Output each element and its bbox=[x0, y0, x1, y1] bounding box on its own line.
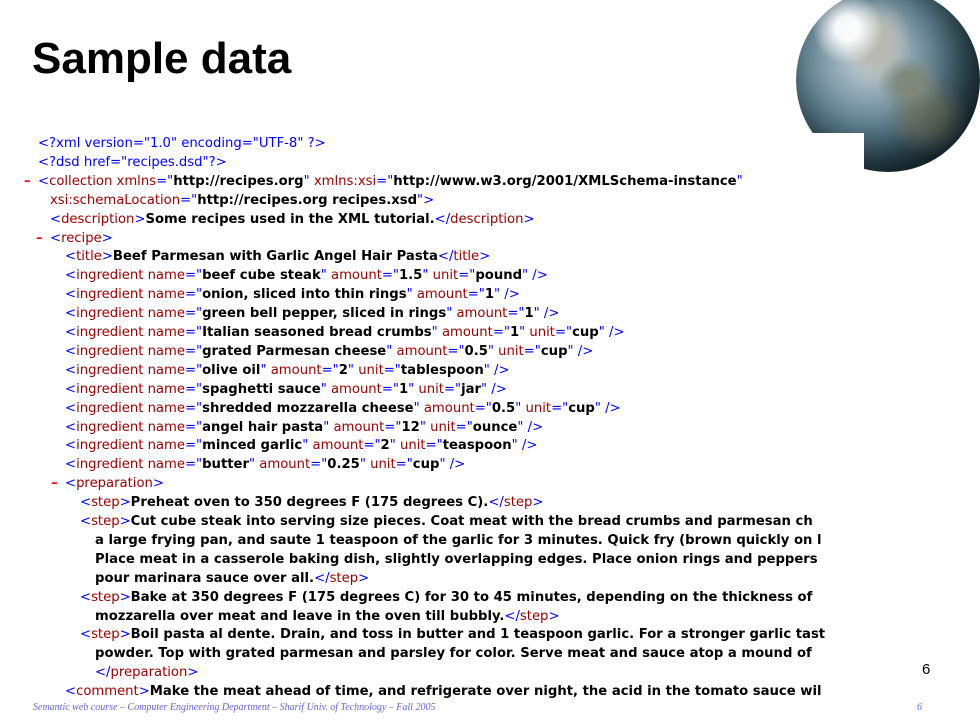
xml-line bbox=[38, 172, 743, 191]
xml-token: preparation bbox=[76, 476, 153, 492]
xml-token: Make the meat ahead of time, and refrigerate over night, the acid in the tomato sauce wil bbox=[149, 684, 822, 700]
xml-token: step bbox=[503, 495, 533, 511]
xml-token: </ bbox=[488, 495, 504, 511]
xml-token: name bbox=[147, 343, 185, 359]
xml-token: =" bbox=[184, 306, 203, 322]
xml-line bbox=[80, 493, 543, 512]
xml-token: " bbox=[422, 268, 433, 284]
xml-token: unit bbox=[525, 400, 552, 416]
xml-token: " /> bbox=[522, 268, 548, 284]
xml-token: " bbox=[408, 381, 419, 397]
xml-line bbox=[50, 210, 535, 229]
xml-token: < bbox=[65, 476, 77, 492]
xml-line bbox=[65, 361, 510, 380]
xml-token: =" bbox=[447, 343, 465, 359]
xml-token: beef cube steak bbox=[202, 268, 321, 284]
xml-token: " bbox=[359, 457, 371, 473]
xml-token: 1 bbox=[509, 325, 520, 340]
xml-token: unit bbox=[400, 438, 426, 454]
xml-token: amount bbox=[456, 306, 508, 322]
xml-token: Preheat oven to 350 degrees F (175 degrees C). bbox=[130, 495, 489, 511]
xml-line bbox=[65, 342, 593, 361]
xml-token: green bell pepper, sliced in rings bbox=[202, 306, 447, 322]
xml-token: =" bbox=[381, 381, 399, 397]
xml-token: =" bbox=[383, 362, 401, 378]
xml-token: Place meat in a casserole baking dish, slightly overlapping edges. Place onion rings and peppers bbox=[95, 551, 818, 567]
xml-token: =" bbox=[184, 343, 203, 359]
xml-token: unit bbox=[498, 343, 524, 359]
xml-token: =" bbox=[184, 381, 203, 397]
xml-token: 2 bbox=[380, 438, 390, 454]
xml-token: http://recipes.org recipes.xsd bbox=[197, 192, 418, 208]
xml-token: " /> bbox=[494, 287, 520, 303]
xml-token: < bbox=[65, 249, 77, 265]
xml-token: cup bbox=[572, 325, 599, 340]
xml-token: spaghetti sauce bbox=[202, 381, 321, 397]
xml-token: =" bbox=[180, 192, 198, 208]
xml-token: Beef Parmesan with Garlic Angel Hair Pasta bbox=[112, 249, 438, 265]
xml-token: amount bbox=[330, 268, 382, 284]
xml-token: ingredient bbox=[76, 381, 148, 397]
xml-token: > bbox=[523, 211, 535, 227]
xml-line bbox=[95, 607, 560, 626]
xml-token: amount bbox=[441, 325, 493, 340]
xml-token: recipe bbox=[61, 230, 102, 246]
xml-token: amount bbox=[259, 457, 311, 473]
xml-token: < bbox=[65, 287, 77, 303]
xml-token: amount bbox=[396, 343, 448, 359]
xml-line bbox=[38, 134, 326, 153]
xml-token: ingredient bbox=[76, 419, 148, 435]
xml-token: pound bbox=[475, 268, 523, 284]
xml-token: > bbox=[548, 608, 560, 624]
xml-token: xsi:schemaLocation bbox=[50, 192, 181, 208]
xml-token: name bbox=[147, 362, 185, 378]
xml-token: < bbox=[65, 419, 77, 435]
xml-token: angel hair pasta bbox=[202, 419, 324, 435]
xml-token: olive oil bbox=[202, 362, 261, 378]
xml-document bbox=[24, 133, 864, 700]
xml-token: amount bbox=[333, 419, 385, 435]
xml-token: < bbox=[80, 589, 92, 605]
xml-token: http://recipes.org bbox=[173, 173, 304, 189]
xml-token: "> bbox=[417, 192, 435, 208]
xml-token: < bbox=[38, 173, 50, 189]
xml-token: =" bbox=[184, 362, 203, 378]
xml-token: ingredient bbox=[76, 400, 148, 416]
xml-token: minced garlic bbox=[202, 438, 303, 454]
xml-token: < bbox=[50, 211, 62, 227]
xml-token: " bbox=[519, 325, 530, 340]
xml-token: unit bbox=[430, 419, 456, 435]
xml-token: grated Parmesan cheese bbox=[202, 343, 387, 359]
xml-token: amount bbox=[330, 381, 382, 397]
xml-token: < bbox=[65, 325, 77, 340]
collapse-toggle-icon[interactable]: – bbox=[36, 230, 43, 246]
xml-token: =" bbox=[551, 400, 569, 416]
xml-token: unit bbox=[529, 325, 555, 340]
xml-token: =" bbox=[184, 400, 203, 416]
xml-token: step bbox=[329, 570, 359, 586]
xml-token: teaspoon bbox=[442, 438, 512, 454]
xml-token: 0.25 bbox=[327, 457, 360, 473]
xml-line bbox=[95, 531, 822, 550]
xml-token: amount bbox=[423, 400, 475, 416]
xml-token: amount bbox=[416, 287, 468, 303]
xml-token: < bbox=[65, 684, 77, 700]
xml-token: step bbox=[91, 589, 120, 605]
xml-token: Cut cube steak into serving size pieces. Coat meat with the bread crumbs and parmesan ch bbox=[130, 514, 813, 529]
xml-token: =" bbox=[395, 457, 413, 473]
xml-token: =" bbox=[321, 362, 339, 378]
xml-line bbox=[50, 191, 434, 210]
xml-token: collection bbox=[49, 173, 117, 189]
xml-token: < bbox=[65, 381, 77, 397]
xml-token: =" bbox=[184, 268, 203, 284]
xml-token: step bbox=[91, 495, 120, 511]
xml-token: =" bbox=[474, 400, 492, 416]
xml-token: > bbox=[119, 495, 131, 511]
xml-line bbox=[80, 625, 825, 644]
xml-line bbox=[65, 247, 490, 266]
xml-line bbox=[65, 304, 559, 323]
xml-token: " bbox=[515, 400, 526, 416]
xml-token: </ bbox=[434, 211, 451, 227]
xml-line bbox=[65, 323, 625, 342]
xml-token: butter bbox=[202, 457, 249, 473]
xml-token: 1 bbox=[524, 306, 534, 322]
xml-token: " bbox=[389, 438, 400, 454]
xml-token: =" bbox=[184, 438, 203, 454]
xml-token: pour marinara sauce over all. bbox=[95, 570, 315, 586]
xml-line bbox=[95, 550, 818, 569]
xml-line bbox=[65, 285, 520, 304]
xml-token: ingredient bbox=[76, 287, 148, 303]
xml-token: step bbox=[519, 608, 549, 624]
xml-token: =" bbox=[310, 457, 328, 473]
xml-token: </ bbox=[95, 665, 111, 681]
xml-token: cup bbox=[540, 343, 568, 359]
xml-line bbox=[65, 418, 543, 437]
xml-token: =" bbox=[467, 287, 485, 303]
xml-token: ingredient bbox=[76, 457, 148, 473]
xml-token: " /> bbox=[483, 362, 510, 378]
xml-token: 1 bbox=[484, 287, 495, 303]
xml-token: =" bbox=[184, 457, 203, 473]
xml-token: ingredient bbox=[76, 325, 148, 340]
xml-token: ingredient bbox=[76, 343, 148, 359]
xml-token: " /> bbox=[439, 457, 466, 473]
xml-token: " /> bbox=[481, 381, 507, 397]
xml-token: name bbox=[147, 268, 185, 284]
xml-token: > bbox=[119, 514, 131, 529]
xml-token: name bbox=[147, 325, 185, 340]
xml-token: < bbox=[65, 343, 77, 359]
xml-token: " /> bbox=[567, 343, 594, 359]
xml-token: </ bbox=[504, 608, 520, 624]
xml-token: " bbox=[302, 438, 313, 454]
xml-token: 1 bbox=[398, 381, 409, 397]
xml-token: 0.5 bbox=[464, 343, 488, 359]
xml-token: < bbox=[65, 268, 77, 284]
xml-token: =" bbox=[492, 325, 510, 340]
xml-line bbox=[65, 436, 537, 455]
xml-token: name bbox=[147, 457, 185, 473]
slide-title: Sample data bbox=[32, 34, 292, 83]
xml-token: =" bbox=[381, 268, 399, 284]
xml-token: step bbox=[91, 514, 120, 529]
xml-token: amount bbox=[270, 362, 322, 378]
xml-token: preparation bbox=[110, 665, 188, 681]
xml-token: amount bbox=[312, 438, 364, 454]
xml-line bbox=[50, 229, 113, 248]
xml-line bbox=[65, 455, 465, 474]
xml-line bbox=[65, 474, 164, 493]
xml-token: 0.5 bbox=[491, 400, 516, 416]
xml-token: description bbox=[61, 211, 135, 227]
xml-token: > bbox=[479, 249, 491, 265]
collapse-toggle-icon[interactable]: – bbox=[51, 476, 58, 492]
xml-token: " bbox=[413, 400, 424, 416]
xml-token: unit bbox=[370, 457, 396, 473]
xml-line bbox=[65, 399, 621, 418]
xml-token: Some recipes used in the XML tutorial. bbox=[145, 211, 435, 227]
xml-token: " /> bbox=[517, 419, 544, 435]
xml-token: =" bbox=[443, 381, 462, 397]
collapse-toggle-icon[interactable]: – bbox=[24, 173, 31, 189]
xml-token: =" bbox=[554, 325, 573, 340]
xml-token: mozzarella over meat and leave in the oven till bubbly. bbox=[95, 608, 505, 624]
xml-token: =" bbox=[184, 287, 203, 303]
xml-token: < bbox=[50, 230, 62, 246]
footer-text: Semantic web course – Computer Engineering Department – Sharif Univ. of Technology – Fall 2005 bbox=[33, 702, 436, 713]
xml-token: < bbox=[65, 400, 77, 416]
xml-token: =" bbox=[507, 306, 525, 322]
xml-token: =" bbox=[455, 419, 473, 435]
xml-token: tablespoon bbox=[400, 362, 484, 378]
xml-token: name bbox=[147, 287, 185, 303]
xml-token: ingredient bbox=[76, 268, 148, 284]
xml-token: > bbox=[101, 230, 113, 246]
xml-token: > bbox=[134, 211, 146, 227]
xml-token: " bbox=[446, 306, 457, 322]
xml-token: =" bbox=[156, 173, 174, 189]
xml-token: unit bbox=[432, 268, 459, 284]
xml-token: unit bbox=[418, 381, 444, 397]
xml-token: < bbox=[65, 438, 77, 454]
xml-token: > bbox=[187, 665, 199, 681]
xml-token: " bbox=[431, 325, 442, 340]
xml-token: =" bbox=[384, 419, 402, 435]
xml-token: > bbox=[119, 589, 131, 605]
xml-token: =" bbox=[184, 419, 203, 435]
xml-line bbox=[95, 644, 812, 663]
xml-token: < bbox=[65, 306, 77, 322]
xml-token: Boil pasta al dente. Drain, and toss in butter and 1 teaspoon garlic. For a stronger garlic tast bbox=[130, 627, 826, 643]
xml-line bbox=[80, 512, 813, 531]
xml-token: " bbox=[323, 419, 334, 435]
xml-line bbox=[80, 588, 812, 607]
xml-token: xmlns bbox=[116, 173, 157, 189]
xml-token: =" bbox=[523, 343, 541, 359]
xml-token: > bbox=[119, 627, 131, 643]
xml-token: > bbox=[532, 495, 544, 511]
xml-token: " /> bbox=[533, 306, 560, 322]
xml-token: < bbox=[80, 514, 92, 529]
xml-token: comment bbox=[76, 684, 139, 700]
xml-token: 12 bbox=[401, 419, 420, 435]
xml-token: <?xml version="1.0" encoding="UTF-8" ?> bbox=[38, 136, 326, 151]
xml-token: " /> bbox=[511, 438, 538, 454]
xml-token: =" bbox=[425, 438, 443, 454]
xml-token: " bbox=[249, 457, 260, 473]
xml-token: > bbox=[152, 476, 164, 492]
xml-token: </ bbox=[314, 570, 330, 586]
xml-token: name bbox=[147, 306, 185, 322]
xml-line bbox=[65, 380, 507, 399]
xml-token: shredded mozzarella cheese bbox=[202, 400, 414, 416]
xml-token: " bbox=[320, 268, 331, 284]
xml-token: name bbox=[147, 400, 185, 416]
xml-token: <?dsd href="recipes.dsd"?> bbox=[38, 154, 227, 170]
xml-line bbox=[65, 682, 822, 701]
xml-line bbox=[38, 153, 227, 172]
xml-token: < bbox=[65, 457, 77, 473]
xml-token: title bbox=[76, 249, 102, 265]
page-number: 6 bbox=[922, 661, 931, 678]
xml-token: " bbox=[260, 362, 271, 378]
xml-token: " bbox=[419, 419, 431, 435]
xml-token: < bbox=[65, 362, 77, 378]
xml-token: =" bbox=[458, 268, 476, 284]
xml-token: xmlns:xsi bbox=[313, 173, 377, 189]
xml-line bbox=[95, 569, 369, 588]
xml-token: Bake at 350 degrees F (175 degrees C) for 30 to 45 minutes, depending on the thickness of bbox=[130, 589, 813, 605]
xml-token: " bbox=[406, 287, 417, 303]
xml-token: onion, sliced into thin rings bbox=[202, 287, 407, 303]
xml-token: =" bbox=[184, 325, 203, 340]
footer-page-number: 6 bbox=[917, 702, 922, 713]
xml-token: powder. Top with grated parmesan and parsley for color. Serve meat and sauce atop a mound of bbox=[95, 646, 812, 662]
xml-line bbox=[65, 266, 548, 285]
xml-token: " bbox=[736, 173, 743, 189]
xml-token: unit bbox=[358, 362, 384, 378]
xml-token: " bbox=[320, 381, 331, 397]
xml-token: ingredient bbox=[76, 438, 148, 454]
xml-token: > bbox=[358, 570, 370, 586]
xml-line bbox=[95, 663, 198, 682]
xml-token: jar bbox=[461, 381, 482, 397]
xml-token: ounce bbox=[472, 419, 518, 435]
xml-token: name bbox=[147, 419, 185, 435]
xml-token: < bbox=[80, 627, 92, 643]
xml-token: =" bbox=[363, 438, 381, 454]
xml-token: title bbox=[453, 249, 480, 265]
xml-token: ingredient bbox=[76, 306, 148, 322]
xml-token: a large frying pan, and saute 1 teaspoon of the garlic for 3 minutes. Quick fry (brown quickly on l bbox=[95, 532, 822, 548]
xml-token: " /> bbox=[598, 325, 625, 340]
xml-token: </ bbox=[437, 249, 454, 265]
xml-token: " bbox=[487, 343, 499, 359]
xml-token: name bbox=[147, 381, 185, 397]
xml-token: step bbox=[91, 627, 120, 643]
xml-token: " bbox=[386, 343, 397, 359]
xml-token: ingredient bbox=[76, 362, 148, 378]
xml-token: " /> bbox=[594, 400, 621, 416]
xml-token: 1.5 bbox=[399, 268, 423, 284]
xml-token: > bbox=[101, 249, 113, 265]
xml-token: " bbox=[303, 173, 314, 189]
xml-token: > bbox=[138, 684, 150, 700]
xml-token: " bbox=[347, 362, 359, 378]
xml-token: cup bbox=[568, 400, 595, 416]
xml-token: =" bbox=[376, 173, 394, 189]
xml-token: 2 bbox=[338, 362, 348, 378]
xml-token: Italian seasoned bread crumbs bbox=[202, 325, 432, 340]
xml-token: http://www.w3.org/2001/XMLSchema-instance bbox=[393, 173, 737, 189]
xml-token: description bbox=[450, 211, 524, 227]
xml-token: cup bbox=[412, 457, 440, 473]
xml-token: name bbox=[147, 438, 185, 454]
xml-token: < bbox=[80, 495, 92, 511]
